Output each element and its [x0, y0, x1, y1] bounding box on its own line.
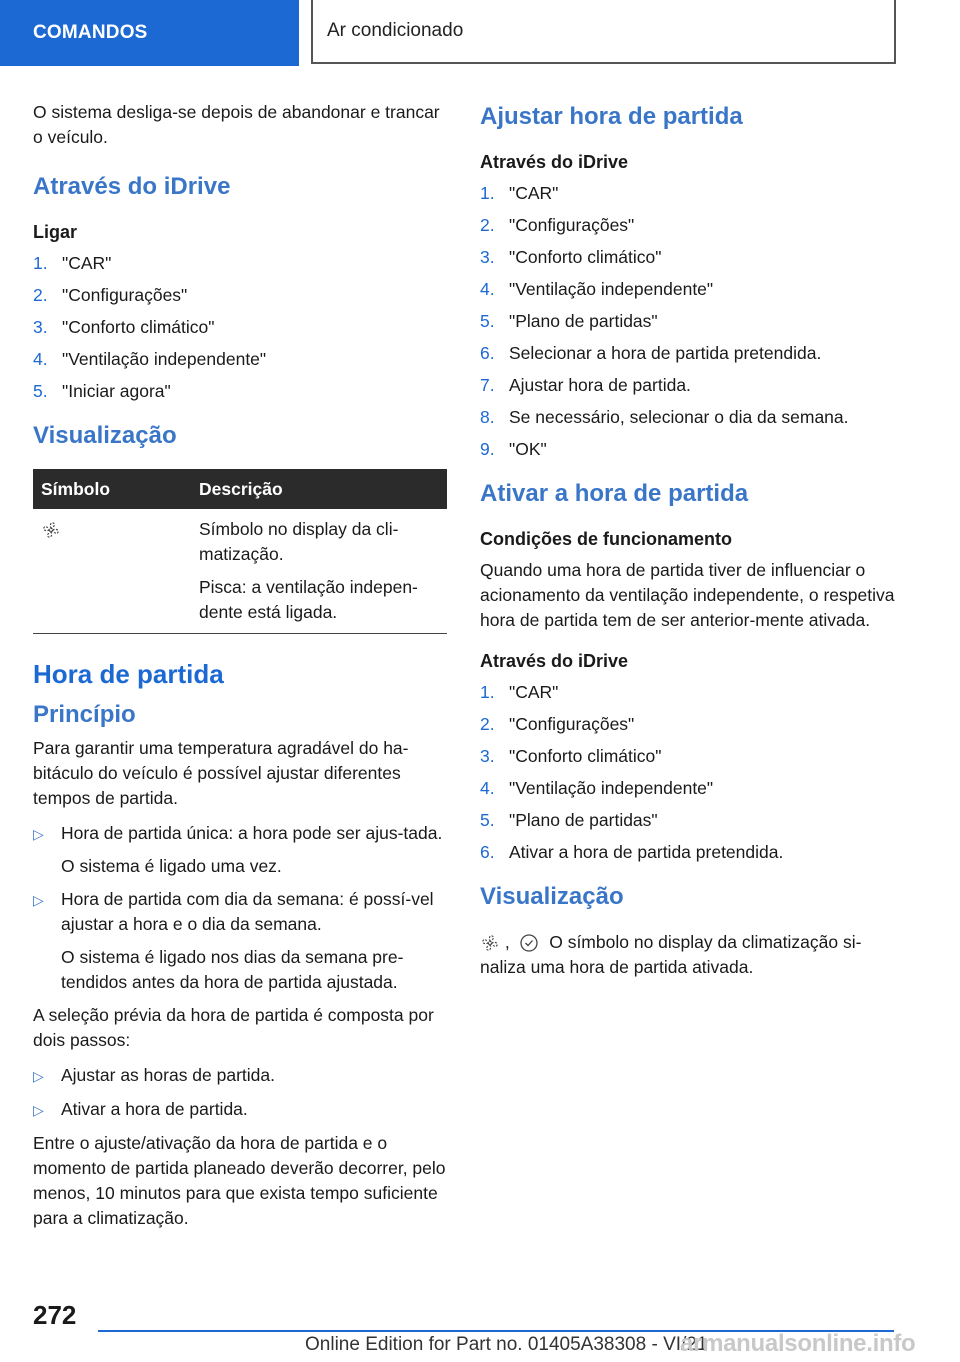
step-number: 1. — [33, 253, 48, 273]
bullet-text: Ajustar as horas de partida. — [61, 1065, 276, 1085]
list-item — [480, 341, 900, 365]
step-text: "Conforto climático" — [62, 317, 215, 337]
left-column — [33, 100, 447, 1241]
bullet-content — [61, 821, 442, 879]
step-number: 5. — [480, 311, 495, 331]
step-text: "Conforto climático" — [509, 746, 662, 766]
list-item — [480, 808, 900, 832]
ligar-label: Ligar — [33, 222, 78, 242]
list-item — [480, 181, 900, 205]
ativar-heading: Ativar a hora de partida — [480, 480, 749, 507]
step-text: Ativar a hora de partida pretendida. — [509, 842, 784, 862]
step-number: 4. — [480, 279, 495, 299]
footer-watermark: armanualsonline.info — [680, 1330, 916, 1357]
list-item — [480, 373, 900, 397]
step-text: "Conforto climático" — [509, 247, 662, 267]
list-item — [33, 887, 447, 995]
principio-text: Para garantir uma temperatura agradável do ha-bitáculo do veículo é possível ajustar diferentes tempos de partida. — [33, 738, 409, 808]
bullet-text: Hora de partida única: a hora pode ser ajus-tada. — [61, 823, 443, 843]
step-text: Selecionar a hora de partida pretendida. — [509, 343, 822, 363]
list-item — [480, 277, 900, 301]
step-text: "CAR" — [62, 253, 112, 273]
list-item — [33, 283, 447, 307]
list-item — [480, 680, 900, 704]
ajustar-steps-list — [480, 181, 900, 461]
list-item — [480, 405, 900, 429]
visualizacao-heading-2: Visualização — [480, 883, 624, 910]
bullet-triangle-icon: ▷ — [33, 826, 44, 842]
condicoes-text: Quando uma hora de partida tiver de influenciar o acionamento da ventilação independente, o respetiva hora de partida tem de ser anterior-mente ativada. — [480, 560, 895, 630]
section-tab — [0, 0, 299, 66]
step-text: "Ventilação independente" — [509, 778, 714, 798]
list-item — [33, 347, 447, 371]
visualizacao-desc: O símbolo no display da climatização si-naliza uma hora de partida ativada. — [480, 932, 862, 977]
list-item — [480, 245, 900, 269]
list-item — [33, 821, 447, 879]
list-item — [33, 1097, 447, 1123]
step-number: 6. — [480, 842, 495, 862]
bullet-triangle-icon: ▷ — [33, 1068, 44, 1084]
list-item — [33, 1063, 447, 1089]
step-text: "Iniciar agora" — [62, 381, 171, 401]
step-text: Ajustar hora de partida. — [509, 375, 691, 395]
step-text: "Configurações" — [509, 714, 635, 734]
step-number: 5. — [33, 381, 48, 401]
principio-heading: Princípio — [33, 701, 136, 728]
bullet-text: Hora de partida com dia da semana: é possí-vel ajustar a hora e o dia da semana. — [61, 889, 434, 934]
description-line-1: Símbolo no display da cli-matização. — [199, 519, 399, 564]
bullet-subtext: O sistema é ligado nos dias da semana pre-tendidos antes da hora de partida ajustada. — [61, 947, 404, 992]
fan-icon — [41, 520, 61, 540]
step-number: 5. — [480, 810, 495, 830]
list-item — [480, 309, 900, 333]
step-text: "Configurações" — [509, 215, 635, 235]
step-text: Se necessário, selecionar o dia da semana. — [509, 407, 849, 427]
step-number: 4. — [480, 778, 495, 798]
step-number: 1. — [480, 183, 495, 203]
step-number: 7. — [480, 375, 495, 395]
ajustar-heading: Ajustar hora de partida — [480, 103, 743, 130]
list-item — [480, 437, 900, 461]
bullet-triangle-icon: ▷ — [33, 1102, 44, 1118]
list-item — [480, 840, 900, 864]
step-number: 2. — [480, 714, 495, 734]
steps-bullet-list — [33, 1063, 447, 1123]
list-item — [33, 379, 447, 403]
ligar-steps-list — [33, 251, 447, 403]
bullet-subtext: O sistema é ligado uma vez. — [61, 856, 282, 876]
step-text: "Configurações" — [62, 285, 188, 305]
description-cell — [191, 509, 447, 634]
hora-partida-heading: Hora de partida — [33, 659, 224, 689]
symbol-table — [33, 469, 447, 634]
step-text: "Ventilação independente" — [62, 349, 267, 369]
list-item — [480, 744, 900, 768]
step-text: "OK" — [509, 439, 547, 459]
fan-icon — [480, 933, 500, 953]
page-number: 272 — [33, 1300, 77, 1330]
ativar-steps-list — [480, 680, 900, 864]
bullet-text: Ativar a hora de partida. — [61, 1099, 248, 1119]
step-number: 3. — [480, 247, 495, 267]
condicoes-label: Condições de funcionamento — [480, 529, 733, 549]
table-row — [33, 509, 447, 634]
list-item — [480, 213, 900, 237]
symbol-cell — [33, 509, 191, 634]
step-number: 2. — [33, 285, 48, 305]
departure-types-list — [33, 821, 447, 995]
step-number: 3. — [480, 746, 495, 766]
step-number: 4. — [33, 349, 48, 369]
visualizacao-text — [480, 930, 900, 980]
table-header-symbol: Símbolo — [33, 469, 191, 509]
step-number: 9. — [480, 439, 495, 459]
table-header-description: Descrição — [191, 469, 447, 509]
closing-text: Entre o ajuste/ativação da hora de partida e o momento de partida planeado deverão decorrer, pelo menos, 10 minutos para que exista tempo suficiente para a climatização. — [33, 1133, 446, 1228]
footer-edition: Online Edition for Part no. 01405A38308 - VI/21 — [305, 1334, 708, 1355]
description-line-2: Pisca: a ventilação indepen-dente está ligada. — [199, 577, 418, 622]
clock-icon — [519, 933, 539, 953]
list-item — [480, 712, 900, 736]
visualizacao-heading: Visualização — [33, 422, 177, 449]
step-text: "CAR" — [509, 682, 559, 702]
step-number: 6. — [480, 343, 495, 363]
step-number: 1. — [480, 682, 495, 702]
idrive-label-2: Através do iDrive — [480, 651, 629, 671]
step-text: "Plano de partidas" — [509, 311, 658, 331]
chapter-title: Ar condicionado — [327, 20, 464, 41]
list-item — [480, 776, 900, 800]
step-text: "Plano de partidas" — [509, 810, 658, 830]
right-column — [480, 100, 900, 990]
section-title: COMANDOS — [33, 22, 148, 43]
selecao-text: A seleção prévia da hora de partida é composta por dois passos: — [33, 1005, 434, 1050]
bullet-triangle-icon: ▷ — [33, 892, 44, 908]
chapter-tab — [311, 0, 896, 64]
bullet-content — [61, 887, 447, 995]
list-item — [33, 251, 447, 275]
list-item — [33, 315, 447, 339]
idrive-label: Através do iDrive — [480, 152, 629, 172]
step-text: "Ventilação independente" — [509, 279, 714, 299]
icon-separator: , — [504, 932, 510, 952]
step-number: 2. — [480, 215, 495, 235]
idrive-heading: Através do iDrive — [33, 173, 231, 200]
step-text: "CAR" — [509, 183, 559, 203]
step-number: 8. — [480, 407, 495, 427]
intro-text: O sistema desliga-se depois de abandonar e trancar o veículo. — [33, 102, 440, 147]
step-number: 3. — [33, 317, 48, 337]
